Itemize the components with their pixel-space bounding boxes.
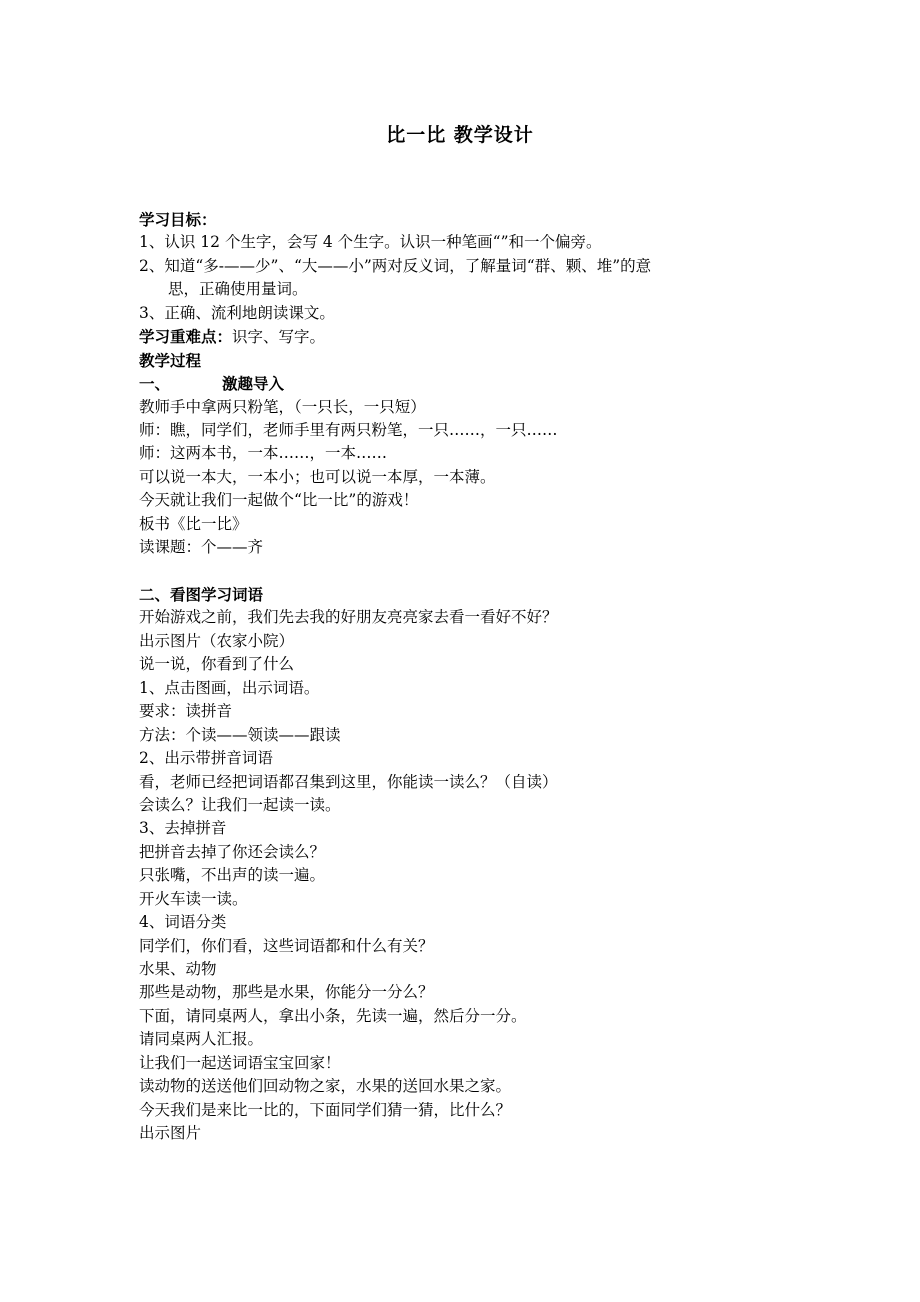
objective-item: 1、认识 12 个生字，会写 4 个生字。认识一种笔画“”和一个偏旁。	[139, 233, 602, 252]
section2-line: 出示图片	[139, 1124, 202, 1143]
section2-line: 同学们，你们看，这些词语都和什么有关？	[139, 936, 434, 955]
section1-line: 读课题：个——齐	[139, 538, 264, 557]
section2-line: 开火车读一读。	[139, 889, 248, 908]
section2-line: 读动物的送送他们回动物之家，水果的送回水果之家。	[139, 1077, 512, 1096]
section2-line: 那些是动物，那些是水果，你能分一分么？	[139, 983, 434, 1002]
section1-heading	[139, 372, 799, 395]
section2-line: 下面，请同桌两人，拿出小条，先读一遍，然后分一分。	[139, 1006, 527, 1025]
objective-item-continuation: 思，正确使用量词。	[168, 280, 308, 299]
section1-line: 教师手中拿两只粉笔，（一只长，一只短）	[139, 397, 426, 416]
section2-line: 请同桌两人汇报。	[139, 1030, 264, 1049]
paragraph-spacer	[139, 560, 799, 583]
key-points	[139, 325, 799, 348]
section2-line: 出示图片（农家小院）	[139, 631, 295, 650]
objective-item: 3、正确、流利地朗读课文。	[139, 303, 335, 322]
section1-line: 师：瞧，同学们，老师手里有两只粉笔，一只……，一只……	[139, 420, 558, 439]
section2-line: 把拼音去掉了你还会读么？	[139, 842, 326, 861]
section2-line: 只张嘴，不出声的读一遍。	[139, 866, 326, 885]
section2-line: 让我们一起送词语宝宝回家！	[139, 1053, 341, 1072]
section1-line: 今天就让我们一起做个“比一比”的游戏！	[139, 491, 419, 510]
section2-line: 看，老师已经把词语都召集到这里，你能读一读么？（自读）	[139, 772, 558, 791]
section2-line: 说一说，你看到了什么	[139, 655, 295, 674]
section2-line: 开始游戏之前，我们先去我的好朋友亮亮家去看一看好不好？	[139, 608, 558, 627]
document-body	[139, 208, 799, 1146]
section2-line: 4、词语分类	[139, 913, 227, 932]
section2-heading: 二、看图学习词语	[139, 585, 264, 604]
section2-line: 会读么？让我们一起读一读。	[139, 795, 341, 814]
section2-line: 今天我们是来比一比的，下面同学们猜一猜，比什么？	[139, 1100, 512, 1119]
objective-item: 2、知道“多-——少”、“大——小”两对反义词，了解量词“群、颗、堆”的意	[139, 256, 652, 275]
section2-line: 1、点击图画，出示词语。	[139, 678, 320, 697]
section2-line: 3、去掉拼音	[139, 819, 227, 838]
section1-line: 板书《比一比》	[139, 514, 248, 533]
section2-line: 方法：个读——领读——跟读	[139, 725, 341, 744]
section2-line: 2、出示带拼音词语	[139, 749, 273, 768]
document-title: 比一比 教学设计	[386, 124, 534, 146]
key-points-text: 识字、写字。	[232, 328, 326, 347]
section1-line: 可以说一本大，一本小；也可以说一本厚，一本薄。	[139, 467, 496, 486]
section1-number: 一、	[139, 374, 171, 394]
section1-line: 师：这两本书，一本……，一本……	[139, 444, 388, 463]
section2-line: 水果、动物	[139, 960, 217, 978]
section1-title: 激趣导入	[222, 374, 285, 394]
key-points-label: 学习重难点：	[139, 327, 233, 347]
objectives-heading: 学习目标：	[139, 210, 217, 229]
section2-line: 要求：读拼音	[139, 702, 233, 721]
process-heading: 教学过程	[139, 350, 202, 370]
